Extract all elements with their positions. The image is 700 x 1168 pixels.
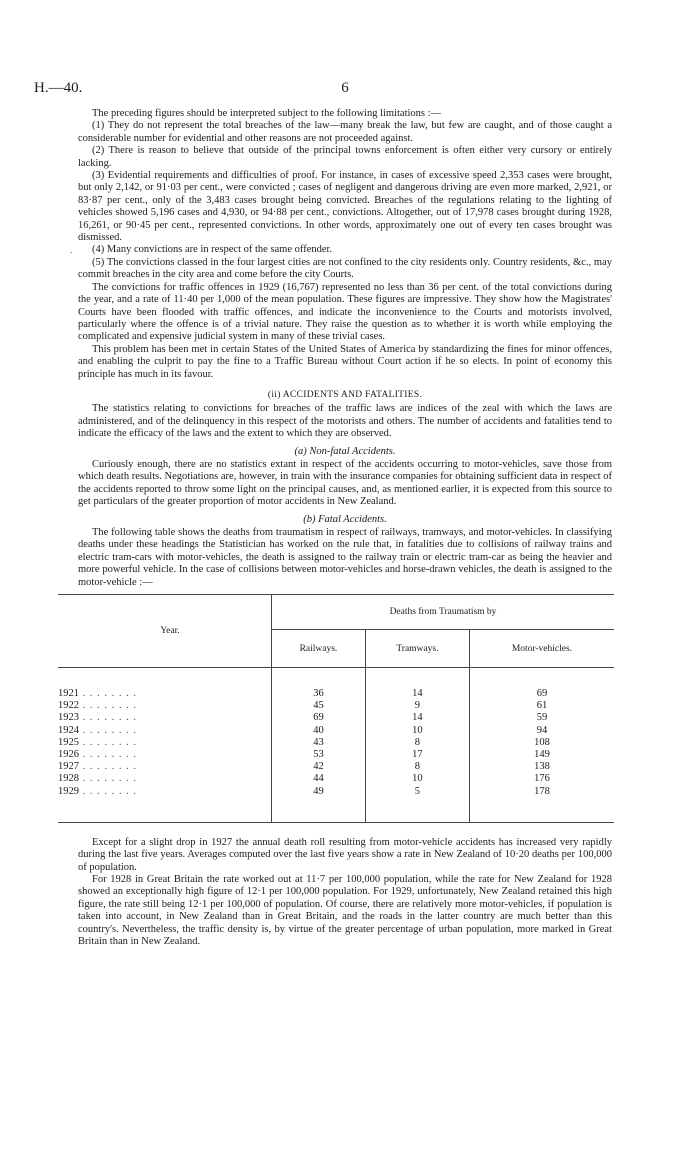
- year-cell: [58, 773, 272, 785]
- limitation-4-text: (4) Many convictions are in respect of the same offender.: [92, 244, 333, 256]
- subheading-fatal: (b) Fatal Accidents.: [303, 513, 387, 525]
- limitation-1: (1) They do not represent the total breaches of the law—many break the law, but few are caught, and of those caught a considerable number for evidential and other reasons are not proceeded against.: [78, 120, 612, 144]
- year-cell: [58, 712, 272, 724]
- leader-dots: . . . . . . . .: [79, 736, 137, 748]
- motor-cell: 178: [534, 785, 550, 797]
- tramways-cell: 9: [365, 700, 469, 712]
- tramways-cell: 8: [365, 761, 469, 773]
- table-row: [58, 749, 614, 761]
- limitation-5: (5) The convictions classed in the four largest cities are not confined to the city residents only. Country residents, &c., may commit breaches in the city area and come before the city Courts.: [78, 256, 612, 281]
- statistics-paragraph: The statistics relating to convictions for breaches of the traffic laws are indices of the zeal with which the laws are administered, and of the delinquency in this respect of the motorists and others. The number of accidents and fatalities tend to indicate the efficacy of the laws and the extent to which they are observed.: [78, 403, 612, 440]
- railways-cell: 42: [313, 761, 324, 773]
- year-value: 1926: [58, 749, 79, 761]
- year-value: 1928: [58, 773, 79, 785]
- year-cell: [58, 688, 272, 700]
- year-value: 1927: [58, 761, 79, 773]
- table-row: [58, 688, 614, 700]
- railways-cell: 45: [313, 700, 324, 712]
- leader-dots: . . . . . . . .: [79, 749, 137, 761]
- traffic-convictions-paragraph: The convictions for traffic offences in 1929 (16,767) represented no less than 36 per cent. of the total convictions during the year, and a rate of 11·40 per 1,000 of the mean population. These figures are impressive. They show how the Magistrates' Courts have been flooded with traffic offences, and indicate the inconvenience to the Courts and motorists involved, particularly where the offence is of a trivial nature. They raise the question as to whether it is worth while employing the complicated and expensive judicial system in many of these trivial cases.: [78, 281, 612, 343]
- section-heading: (ii) ACCIDENTS AND FATALITIES.: [267, 389, 423, 400]
- railways-cell: 53: [313, 749, 324, 761]
- railways-cell: 40: [313, 724, 324, 736]
- table-row: [58, 700, 614, 712]
- margin-mark: .: [70, 245, 73, 256]
- table-row: [58, 761, 614, 773]
- year-column-header: Year.: [58, 595, 272, 668]
- tramways-cell: 14: [365, 688, 469, 700]
- leader-dots: . . . . . . . .: [79, 724, 137, 736]
- year-cell: [58, 700, 272, 712]
- great-britain-paragraph: For 1928 in Great Britain the rate worked out at 11·7 per 100,000 population, while the rate for New Zealand for 1928 showed an exceptionally high figure of 12·1 per 100,000 population. For 1929, unfortunately, New Zealand retained this high figure, the rate still being 12·1 per 100,000 of population. Of course, there are relatively more motor-vehicles, if population is taken into account, in New Zealand than in Great Britain, and the roads in the latter country are much better than this country's. Nevertheless, the traffic density is, by virtue of the greater percentage of urban population, more marked in Great Britain than in New Zealand.: [78, 874, 612, 948]
- motor-cell: 94: [536, 724, 548, 736]
- page-header: [34, 80, 612, 100]
- page-number: 6: [341, 80, 349, 96]
- tramways-cell: 10: [365, 773, 469, 785]
- leader-dots: . . . . . . . .: [79, 761, 137, 773]
- group-column-header: Deaths from Traumatism by: [272, 595, 615, 630]
- railways-cell: 43: [313, 736, 324, 748]
- intro-paragraph: The preceding figures should be interpreted subject to the following limitations :—: [92, 108, 442, 119]
- limitation-3: (3) Evidential requirements and difficulties of proof. For instance, in cases of excessive speed 2,353 cases were brought, but only 2,142, or 91·03 per cent., were convicted ; cases of negligent and dangerous driving are even more marked, 2,921, or 83·87 per cent., only of the 3,483 cases brought being convicted. Breaches of the regulations relating to the lighting of vehicles showed 5,196 cases and 4,930, or 94·88 per cent., convictions. Altogether, out of 17,978 cases brought during 1928, 16,261, or 90·45 per cent., represented convictions. In other words, approximately one out of every ten cases brought was dismissed.: [78, 170, 612, 244]
- tramways-cell: 5: [365, 786, 469, 798]
- table-row: [58, 786, 614, 798]
- motor-cell: 149: [534, 749, 550, 761]
- year-value: 1921: [58, 688, 79, 700]
- motor-cell: 61: [536, 700, 548, 712]
- leader-dots: . . . . . . . .: [79, 785, 137, 797]
- deaths-table: [58, 594, 614, 823]
- non-fatal-paragraph: Curiously enough, there are no statistics extant in respect of the accidents occurring to motor-vehicles, save those from which death results. Negotiations are, however, in train with the insurance companies for obtaining sufficient data in respect of the accidents reported to throw some light on the principal causes, and, as mentioned earlier, it is expected from this source to get particulars of the greater proportion of motor accidents in New Zealand.: [78, 458, 612, 508]
- leader-dots: . . . . . . . .: [79, 700, 137, 712]
- leader-dots: . . . . . . . .: [79, 688, 137, 700]
- railways-cell: 49: [313, 785, 324, 797]
- table-row: [58, 773, 614, 785]
- table-row: [58, 725, 614, 737]
- body-text: [58, 108, 612, 949]
- year-value: 1925: [58, 736, 79, 748]
- after-table-text: [78, 837, 612, 949]
- table-row: [58, 712, 614, 724]
- railways-cell: 36: [313, 688, 324, 700]
- year-cell: [58, 786, 272, 798]
- motor-cell: 108: [534, 736, 550, 748]
- deaths-table-body: [58, 668, 614, 823]
- motor-cell: 59: [536, 712, 548, 724]
- year-cell: [58, 749, 272, 761]
- tramways-column-header: Tramways.: [365, 630, 469, 668]
- railways-cell: 69: [313, 712, 324, 724]
- tramways-cell: 10: [365, 725, 469, 737]
- tramways-cell: 14: [365, 712, 469, 724]
- deaths-table-wrapper: [58, 594, 614, 823]
- limitation-4: [70, 244, 612, 256]
- motor-vehicles-column-header: Motor-vehicles.: [511, 643, 573, 654]
- usa-paragraph: This problem has been met in certain States of the United States of America by standardizing the fines for minor offences, and enabling the culprit to pay the fine to a Traffic Bureau without Court action if he so elects. In point of economy this principle has much in its favour.: [78, 343, 612, 380]
- leader-dots: . . . . . . . .: [79, 712, 137, 724]
- year-cell: [58, 737, 272, 749]
- document-reference: H.—40.: [34, 80, 83, 96]
- year-cell: [58, 761, 272, 773]
- leader-dots: . . . . . . . .: [79, 773, 137, 785]
- motor-cell: 69: [536, 688, 548, 700]
- year-cell: [58, 725, 272, 737]
- year-value: 1923: [58, 712, 79, 724]
- motor-cell: 176: [534, 773, 550, 785]
- year-value: 1922: [58, 700, 79, 712]
- tramways-cell: 8: [365, 737, 469, 749]
- table-row: [58, 737, 614, 749]
- railways-column-header: Railways.: [299, 643, 338, 654]
- year-value: 1929: [58, 785, 79, 797]
- tramways-cell: 17: [365, 749, 469, 761]
- railways-cell: 44: [313, 773, 324, 785]
- limitation-2: (2) There is reason to believe that outside of the principal towns enforcement is often either very cursory or entirely lacking.: [78, 145, 612, 169]
- fatal-paragraph: The following table shows the deaths from traumatism in respect of railways, tramways, and motor-vehicles. In classifying deaths under these headings the Statistician has worked on the rule that, in fatalities due to collisions of railway trains and electric tram-cars with motor-vehicles, the death is assigned to the railway train or electric tram-car as being the heavier and more powerful vehicle. In the case of collisions between motor-vehicles and horse-drawn vehicles, the death is assigned to the motor-vehicle :—: [78, 527, 612, 588]
- death-roll-paragraph: Except for a slight drop in 1927 the annual death roll resulting from motor-vehicle accidents has increased very rapidly during the last five years. Averages computed over the last five years show a rate in New Zealand of 10·20 deaths per 100,000 of population.: [78, 836, 612, 873]
- subheading-non-fatal: (a) Non-fatal Accidents.: [294, 445, 396, 457]
- year-value: 1924: [58, 724, 79, 736]
- motor-cell: 138: [534, 761, 550, 773]
